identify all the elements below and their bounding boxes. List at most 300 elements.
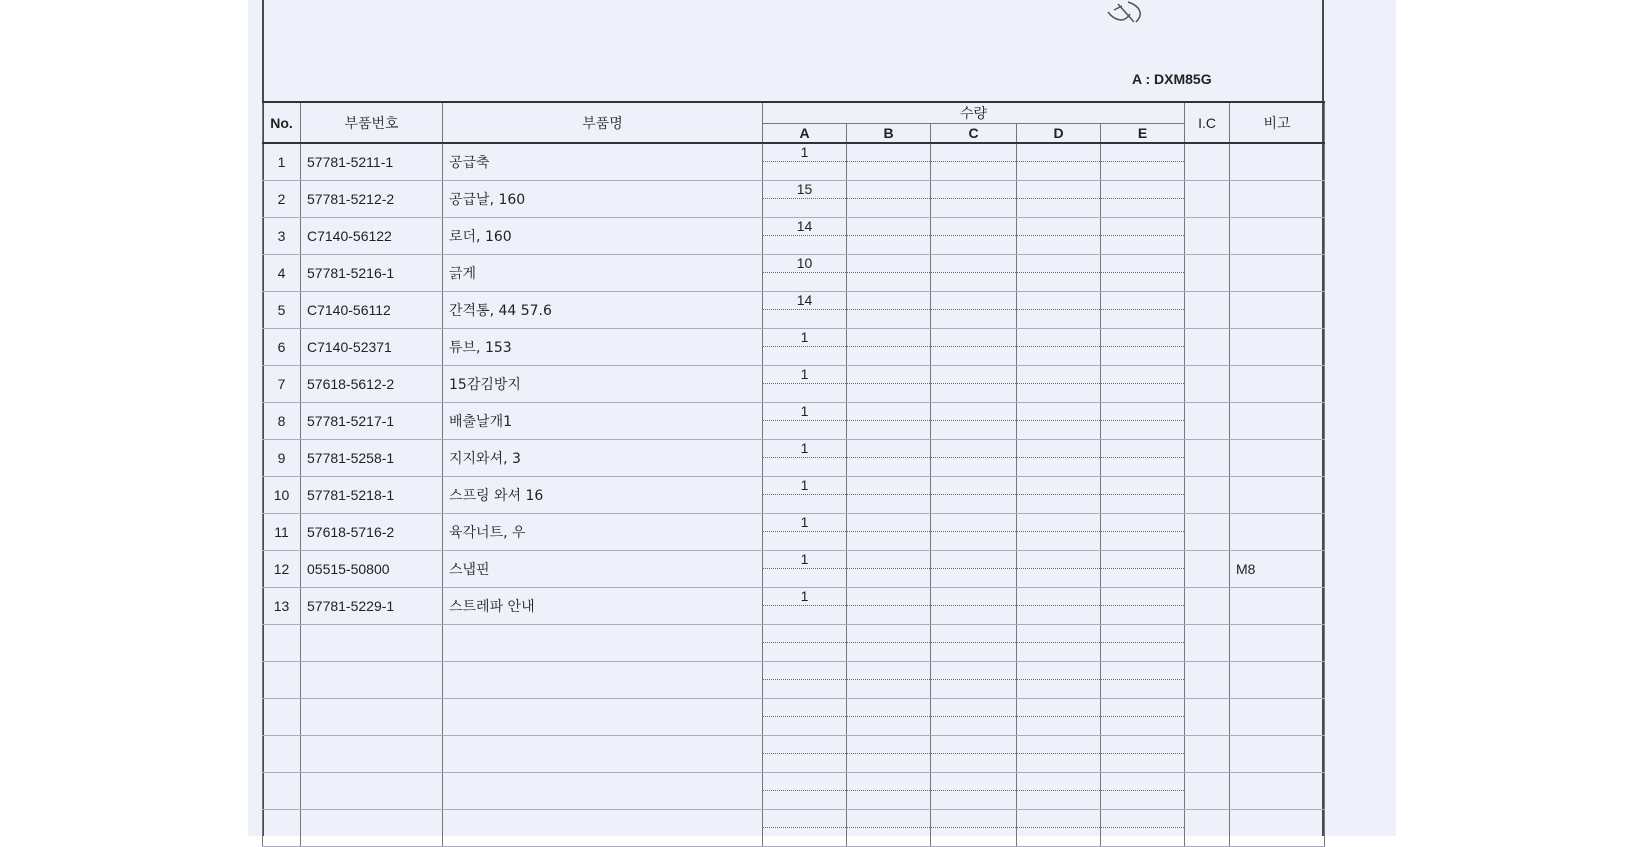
row-qty-d (1017, 366, 1101, 403)
row-qty-d (1017, 736, 1101, 773)
qty-value-b (847, 218, 930, 236)
row-qty-a (763, 403, 847, 440)
row-qty-d (1017, 181, 1101, 218)
row-qty-d (1017, 699, 1101, 736)
qty-value-b (847, 329, 930, 347)
qty-value-b (847, 403, 930, 421)
row-no: 5 (263, 292, 301, 329)
row-qty-e (1101, 662, 1185, 699)
qty-value-b (847, 255, 930, 273)
row-qty-a (763, 143, 847, 181)
row-qty-b (847, 588, 931, 625)
row-part-number: 57781-5216-1 (301, 255, 443, 292)
row-no: 8 (263, 403, 301, 440)
row-remarks (1230, 662, 1325, 699)
row-ic (1185, 255, 1230, 292)
row-no: 3 (263, 218, 301, 255)
row-qty-e (1101, 514, 1185, 551)
row-qty-b (847, 181, 931, 218)
qty-value-d (1017, 329, 1100, 347)
row-part-number: 57781-5217-1 (301, 403, 443, 440)
row-part-name: 튜브, 153 (443, 329, 763, 366)
row-part-name: 15감김방지 (443, 366, 763, 403)
row-qty-c (931, 403, 1017, 440)
row-qty-e (1101, 810, 1185, 847)
qty-value-a (763, 699, 846, 717)
row-ic (1185, 773, 1230, 810)
qty-value-c (931, 144, 1016, 162)
row-qty-a (763, 514, 847, 551)
qty-value-c (931, 662, 1016, 680)
row-no: 1 (263, 143, 301, 181)
table-row (263, 514, 1325, 551)
row-qty-a (763, 292, 847, 329)
qty-value-e (1101, 329, 1184, 347)
qty-value-b (847, 551, 930, 569)
qty-value-e (1101, 477, 1184, 495)
qty-value-e (1101, 366, 1184, 384)
qty-value-c (931, 181, 1016, 199)
qty-value-c (931, 736, 1016, 754)
table-row (263, 662, 1325, 699)
row-qty-a (763, 588, 847, 625)
qty-value-a: 1 (763, 514, 846, 532)
row-part-name: 스프링 와셔 16 (443, 477, 763, 514)
row-ic (1185, 329, 1230, 366)
row-qty-e (1101, 440, 1185, 477)
row-qty-d (1017, 810, 1101, 847)
col-header-qty-e: E (1101, 124, 1185, 144)
row-qty-d (1017, 329, 1101, 366)
row-qty-a (763, 218, 847, 255)
row-qty-b (847, 143, 931, 181)
qty-value-e (1101, 292, 1184, 310)
qty-value-a: 14 (763, 292, 846, 310)
row-part-name: 스트레파 안내 (443, 588, 763, 625)
row-ic (1185, 514, 1230, 551)
row-qty-b (847, 366, 931, 403)
qty-value-b (847, 662, 930, 680)
row-remarks (1230, 143, 1325, 181)
row-qty-c (931, 662, 1017, 699)
qty-value-c (931, 329, 1016, 347)
row-part-name: 간격통, 44 57.6 (443, 292, 763, 329)
row-qty-c (931, 736, 1017, 773)
qty-value-b (847, 699, 930, 717)
row-part-number: 57781-5212-2 (301, 181, 443, 218)
row-qty-c (931, 514, 1017, 551)
row-part-name: 배출날개1 (443, 403, 763, 440)
row-qty-c (931, 218, 1017, 255)
row-ic (1185, 403, 1230, 440)
row-part-number: C7140-52371 (301, 329, 443, 366)
qty-value-b (847, 625, 930, 643)
qty-value-e (1101, 144, 1184, 162)
row-qty-c (931, 366, 1017, 403)
row-qty-e (1101, 255, 1185, 292)
qty-value-b (847, 440, 930, 458)
table-row (263, 477, 1325, 514)
row-ic (1185, 292, 1230, 329)
parts-table (262, 101, 1325, 847)
row-qty-e (1101, 218, 1185, 255)
row-qty-d (1017, 440, 1101, 477)
row-no: 9 (263, 440, 301, 477)
table-row (263, 810, 1325, 847)
row-remarks (1230, 329, 1325, 366)
row-qty-a (763, 662, 847, 699)
qty-value-c (931, 551, 1016, 569)
qty-value-c (931, 699, 1016, 717)
row-qty-c (931, 477, 1017, 514)
row-qty-c (931, 181, 1017, 218)
row-qty-c (931, 329, 1017, 366)
qty-value-d (1017, 551, 1100, 569)
table-row (263, 440, 1325, 477)
row-qty-e (1101, 625, 1185, 662)
row-no: 6 (263, 329, 301, 366)
row-qty-b (847, 403, 931, 440)
row-qty-b (847, 292, 931, 329)
row-qty-b (847, 810, 931, 847)
row-no: 11 (263, 514, 301, 551)
table-row (263, 403, 1325, 440)
row-no: 4 (263, 255, 301, 292)
row-qty-c (931, 292, 1017, 329)
row-qty-b (847, 736, 931, 773)
row-no: 12 (263, 551, 301, 588)
qty-value-c (931, 810, 1016, 828)
qty-value-e (1101, 699, 1184, 717)
row-part-name: 공급축 (443, 143, 763, 181)
row-remarks (1230, 810, 1325, 847)
row-no (263, 773, 301, 810)
qty-value-d (1017, 181, 1100, 199)
qty-value-d (1017, 477, 1100, 495)
col-header-ic: I.C (1185, 102, 1230, 143)
qty-value-a: 1 (763, 403, 846, 421)
row-qty-d (1017, 403, 1101, 440)
qty-value-a (763, 773, 846, 791)
qty-value-a: 10 (763, 255, 846, 273)
qty-value-e (1101, 773, 1184, 791)
row-no (263, 736, 301, 773)
partial-drawing-sketch (1100, 0, 1170, 32)
row-no (263, 699, 301, 736)
qty-value-b (847, 736, 930, 754)
qty-value-b (847, 366, 930, 384)
row-qty-e (1101, 366, 1185, 403)
qty-value-d (1017, 588, 1100, 606)
row-part-name (443, 810, 763, 847)
row-qty-a (763, 699, 847, 736)
qty-value-a: 1 (763, 588, 846, 606)
qty-value-c (931, 403, 1016, 421)
row-qty-e (1101, 773, 1185, 810)
row-qty-e (1101, 403, 1185, 440)
qty-value-c (931, 366, 1016, 384)
table-row (263, 143, 1325, 181)
row-part-name (443, 773, 763, 810)
qty-value-d (1017, 625, 1100, 643)
col-header-qty-c: C (931, 124, 1017, 144)
row-part-number: 57781-5218-1 (301, 477, 443, 514)
qty-value-d (1017, 255, 1100, 273)
table-row (263, 366, 1325, 403)
qty-value-c (931, 440, 1016, 458)
row-part-number (301, 662, 443, 699)
qty-value-d (1017, 144, 1100, 162)
col-header-no: No. (263, 102, 301, 143)
qty-value-d (1017, 736, 1100, 754)
row-qty-a (763, 181, 847, 218)
row-remarks (1230, 403, 1325, 440)
row-part-number (301, 810, 443, 847)
row-ic (1185, 810, 1230, 847)
row-qty-a (763, 366, 847, 403)
row-qty-c (931, 255, 1017, 292)
row-qty-a (763, 440, 847, 477)
row-qty-b (847, 440, 931, 477)
qty-value-d (1017, 218, 1100, 236)
qty-value-e (1101, 514, 1184, 532)
row-qty-a (763, 255, 847, 292)
row-ic (1185, 440, 1230, 477)
row-qty-a (763, 810, 847, 847)
row-part-number (301, 699, 443, 736)
qty-value-e (1101, 662, 1184, 680)
row-remarks (1230, 181, 1325, 218)
row-no (263, 810, 301, 847)
row-part-number: C7140-56112 (301, 292, 443, 329)
row-ic (1185, 736, 1230, 773)
row-qty-e (1101, 551, 1185, 588)
qty-value-e (1101, 218, 1184, 236)
table-row (263, 292, 1325, 329)
row-part-name (443, 699, 763, 736)
row-qty-e (1101, 699, 1185, 736)
qty-value-b (847, 588, 930, 606)
qty-value-e (1101, 440, 1184, 458)
qty-value-c (931, 773, 1016, 791)
qty-value-c (931, 514, 1016, 532)
row-part-name: 육각너트, 우 (443, 514, 763, 551)
row-qty-b (847, 514, 931, 551)
row-remarks (1230, 588, 1325, 625)
row-qty-d (1017, 292, 1101, 329)
qty-value-d (1017, 810, 1100, 828)
row-qty-c (931, 625, 1017, 662)
row-remarks (1230, 440, 1325, 477)
row-ic (1185, 143, 1230, 181)
qty-value-e (1101, 403, 1184, 421)
qty-value-c (931, 625, 1016, 643)
row-part-number: 57618-5716-2 (301, 514, 443, 551)
qty-value-d (1017, 514, 1100, 532)
table-row (263, 736, 1325, 773)
row-qty-d (1017, 218, 1101, 255)
row-no: 10 (263, 477, 301, 514)
qty-value-b (847, 514, 930, 532)
qty-value-e (1101, 551, 1184, 569)
row-remarks (1230, 625, 1325, 662)
row-qty-b (847, 329, 931, 366)
row-ic (1185, 588, 1230, 625)
row-qty-a (763, 551, 847, 588)
qty-value-b (847, 477, 930, 495)
row-ic (1185, 181, 1230, 218)
col-header-qty-d: D (1017, 124, 1101, 144)
col-header-remarks: 비고 (1230, 102, 1325, 143)
row-no: 2 (263, 181, 301, 218)
row-ic (1185, 662, 1230, 699)
row-qty-a (763, 477, 847, 514)
row-qty-d (1017, 662, 1101, 699)
row-qty-c (931, 773, 1017, 810)
row-part-number (301, 773, 443, 810)
row-part-name: 긁게 (443, 255, 763, 292)
row-part-number (301, 736, 443, 773)
table-row (263, 551, 1325, 588)
row-part-number: C7140-56122 (301, 218, 443, 255)
row-remarks (1230, 699, 1325, 736)
qty-value-a (763, 810, 846, 828)
row-part-number (301, 625, 443, 662)
row-part-name: 지지와셔, 3 (443, 440, 763, 477)
qty-value-e (1101, 255, 1184, 273)
row-qty-b (847, 662, 931, 699)
qty-value-d (1017, 366, 1100, 384)
row-ic (1185, 625, 1230, 662)
qty-value-c (931, 292, 1016, 310)
row-part-number: 57781-5229-1 (301, 588, 443, 625)
table-row (263, 773, 1325, 810)
qty-value-d (1017, 292, 1100, 310)
row-qty-e (1101, 292, 1185, 329)
row-part-number: 57781-5258-1 (301, 440, 443, 477)
row-qty-b (847, 625, 931, 662)
row-ic (1185, 699, 1230, 736)
qty-value-c (931, 477, 1016, 495)
qty-value-a: 14 (763, 218, 846, 236)
row-qty-d (1017, 773, 1101, 810)
row-qty-c (931, 143, 1017, 181)
qty-value-d (1017, 440, 1100, 458)
row-ic (1185, 477, 1230, 514)
row-qty-d (1017, 588, 1101, 625)
qty-value-c (931, 588, 1016, 606)
qty-value-a: 1 (763, 144, 846, 162)
row-qty-e (1101, 588, 1185, 625)
table-row (263, 588, 1325, 625)
row-part-name (443, 736, 763, 773)
qty-value-e (1101, 736, 1184, 754)
qty-value-a: 1 (763, 551, 846, 569)
row-qty-d (1017, 514, 1101, 551)
qty-value-d (1017, 403, 1100, 421)
row-no: 7 (263, 366, 301, 403)
table-row (263, 218, 1325, 255)
row-ic (1185, 366, 1230, 403)
qty-value-e (1101, 181, 1184, 199)
row-qty-d (1017, 255, 1101, 292)
row-part-name: 스냅핀 (443, 551, 763, 588)
row-qty-b (847, 218, 931, 255)
col-header-quantity: 수량 (763, 102, 1185, 124)
row-qty-e (1101, 477, 1185, 514)
table-row (263, 255, 1325, 292)
row-remarks (1230, 366, 1325, 403)
row-qty-e (1101, 181, 1185, 218)
qty-value-b (847, 144, 930, 162)
qty-value-c (931, 218, 1016, 236)
table-row (263, 181, 1325, 218)
row-qty-e (1101, 736, 1185, 773)
row-part-number: 57618-5612-2 (301, 366, 443, 403)
qty-value-b (847, 773, 930, 791)
row-remarks (1230, 773, 1325, 810)
row-qty-e (1101, 143, 1185, 181)
table-row (263, 625, 1325, 662)
qty-value-c (931, 255, 1016, 273)
qty-value-a: 1 (763, 477, 846, 495)
row-ic (1185, 551, 1230, 588)
row-qty-d (1017, 551, 1101, 588)
qty-value-b (847, 181, 930, 199)
qty-value-a: 1 (763, 366, 846, 384)
row-part-name (443, 662, 763, 699)
model-label: A : DXM85G (1132, 71, 1212, 87)
row-part-number: 57781-5211-1 (301, 143, 443, 181)
row-remarks (1230, 292, 1325, 329)
row-qty-c (931, 551, 1017, 588)
qty-value-b (847, 292, 930, 310)
row-ic (1185, 218, 1230, 255)
qty-value-e (1101, 810, 1184, 828)
qty-value-e (1101, 588, 1184, 606)
col-header-part-number: 부품번호 (301, 102, 443, 143)
row-remarks: M8 (1230, 551, 1325, 588)
row-qty-b (847, 551, 931, 588)
row-qty-b (847, 699, 931, 736)
row-remarks (1230, 514, 1325, 551)
row-qty-a (763, 736, 847, 773)
row-part-name (443, 625, 763, 662)
row-remarks (1230, 736, 1325, 773)
row-remarks (1230, 255, 1325, 292)
row-part-name: 로더, 160 (443, 218, 763, 255)
row-qty-c (931, 440, 1017, 477)
row-remarks (1230, 218, 1325, 255)
row-qty-a (763, 329, 847, 366)
qty-value-a (763, 662, 846, 680)
qty-value-a: 15 (763, 181, 846, 199)
row-qty-c (931, 810, 1017, 847)
qty-value-a (763, 736, 846, 754)
row-qty-a (763, 625, 847, 662)
qty-value-d (1017, 773, 1100, 791)
table-row (263, 699, 1325, 736)
col-header-qty-a: A (763, 124, 847, 144)
row-qty-a (763, 773, 847, 810)
row-qty-d (1017, 143, 1101, 181)
row-no (263, 625, 301, 662)
row-qty-b (847, 477, 931, 514)
row-qty-c (931, 588, 1017, 625)
table-row (263, 329, 1325, 366)
row-qty-b (847, 773, 931, 810)
row-qty-d (1017, 477, 1101, 514)
